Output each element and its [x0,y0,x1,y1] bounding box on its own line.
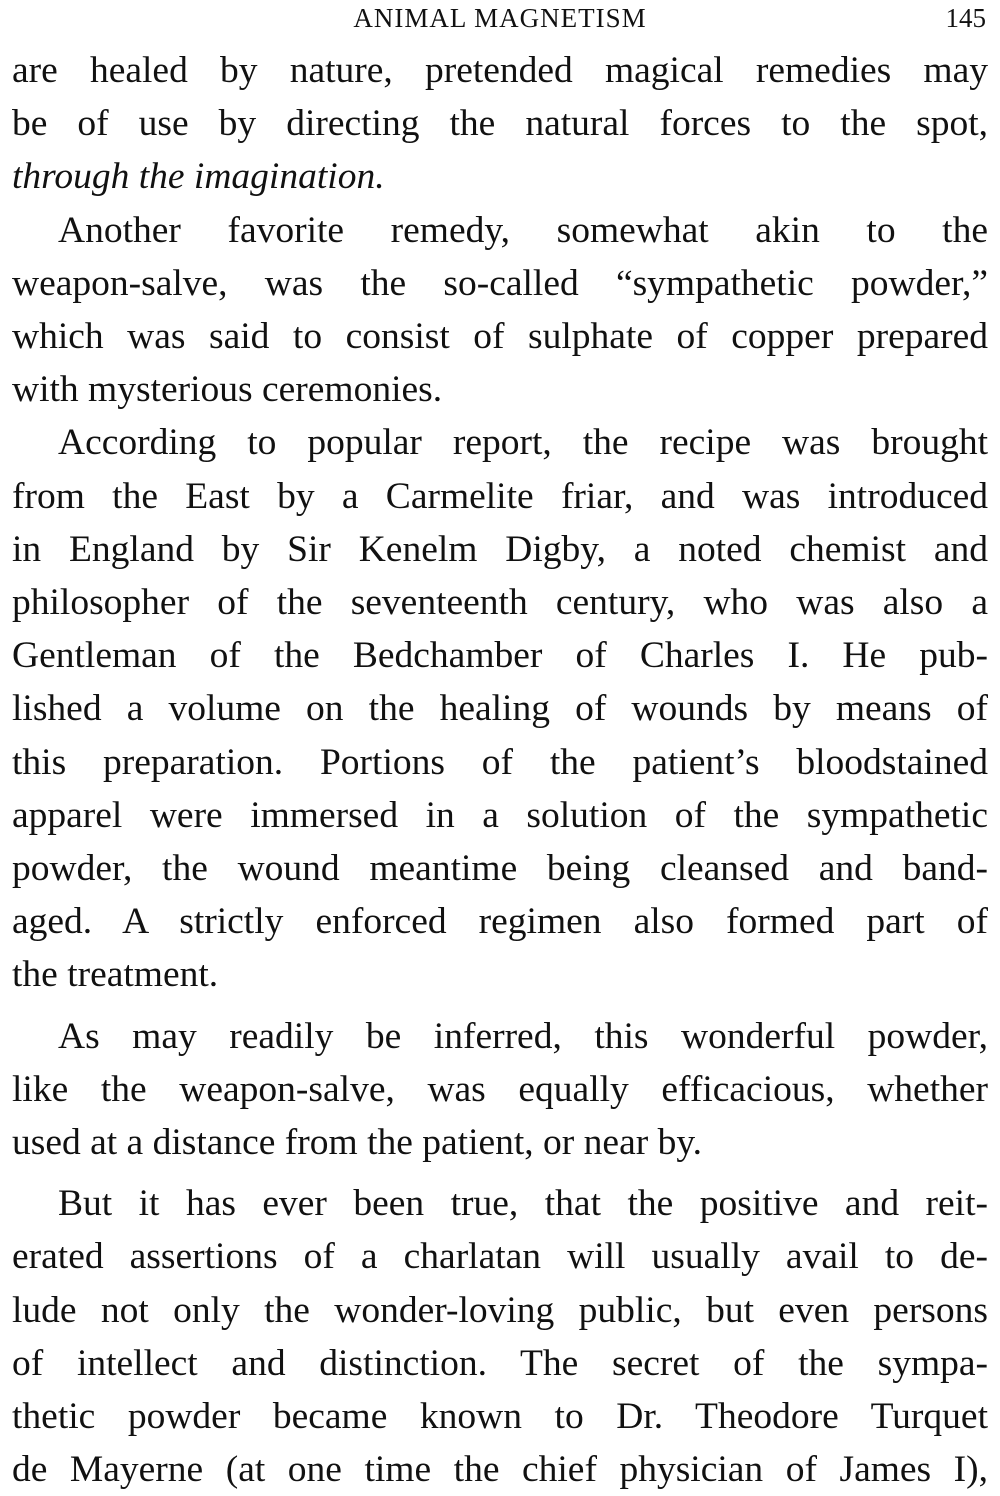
text-line: weapon-salve, was the so-called “sympathetic powder,” [12,262,988,304]
text-line: which was said to consist of sulphate of copper prepared [12,316,988,358]
text-line: are healed by nature, pretended magical remedies may [12,50,988,91]
text-line: of intellect and distinction. The secret of the sympa- [12,1342,988,1384]
text-line: But it has ever been true, that the positive and reit- [58,1183,988,1225]
text-line: be of use by directing the natural forces to the spot, [12,103,988,145]
text-line: Gentleman of the Bedchamber of Charles I. He pub- [12,635,988,677]
text-line: this preparation. Portions of the patient’s bloodstained [12,741,988,783]
text-line: powder, the wound meantime being cleansed and band- [12,848,988,890]
book-page [12,0,988,1496]
paragraph [12,1010,988,1170]
running-title: ANIMAL MAGNETISM [353,3,647,33]
text-line: erated assertions of a charlatan will usually avail to de- [12,1236,988,1278]
paragraph-continued [12,44,988,204]
paragraph [12,416,988,1001]
paragraph [12,1177,988,1496]
text-line: lude not only the wonder-loving public, but even persons [12,1289,988,1331]
text-line: As may readily be inferred, this wonderful powder, [58,1015,988,1057]
text-line: According to popular report, the recipe was brought [58,422,988,464]
text-line: from the East by a Carmelite friar, and was introduced [12,475,988,517]
text-line: the treatment. [12,954,219,996]
page-number: 145 [945,3,986,33]
running-head [12,0,988,44]
text-line: apparel were immersed in a solution of the sympathetic [12,794,988,836]
text-line: like the weapon-salve, was equally efficacious, whether [12,1068,988,1110]
text-line: philosopher of the seventeenth century, who was also a [12,582,988,624]
text-line: Another favorite remedy, somewhat akin to the [58,209,988,251]
text-line-italic [12,150,988,203]
text-line: lished a volume on the healing of wounds by means of [12,688,988,730]
italic-phrase: through the imagination. [12,156,385,198]
text-line: thetic powder became known to Dr. Theodore Turquet [12,1396,988,1438]
text-line: with mysterious ceremonies. [12,369,443,411]
text-line: in England by Sir Kenelm Digby, a noted chemist and [12,528,988,570]
text-line: aged. A strictly enforced regimen also formed part of [12,901,988,943]
body-text [12,44,988,1496]
text-line: de Mayerne (at one time the chief physician of James I), [12,1449,988,1491]
text-line: used at a distance from the patient, or near by. [12,1122,703,1164]
paragraph [12,204,988,417]
